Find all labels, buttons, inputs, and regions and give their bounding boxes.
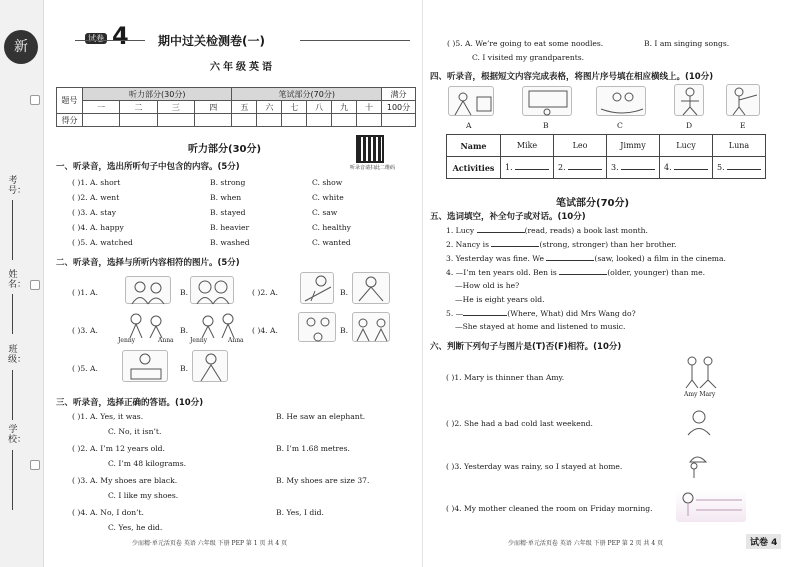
exam-subtitle: 六年级英语 bbox=[210, 62, 275, 73]
s6-picture-1 bbox=[680, 354, 720, 390]
s4-label: E bbox=[740, 121, 746, 130]
score-col: 六 bbox=[257, 101, 282, 114]
score-cell[interactable] bbox=[120, 114, 157, 127]
score-col: 九 bbox=[332, 101, 357, 114]
s2-label-b: B. bbox=[340, 326, 348, 335]
score-col: 四 bbox=[195, 101, 232, 114]
score-cell[interactable] bbox=[282, 114, 307, 127]
score-header-listening: 听力部分(30分) bbox=[83, 88, 232, 101]
score-total-value: 100分 bbox=[382, 101, 416, 114]
s3-item-b: B. I’m 1.68 metres. bbox=[276, 444, 350, 453]
s1-item-b: B. heavier bbox=[210, 223, 250, 232]
qr-caption: 听录音请扫此二维码 bbox=[350, 165, 396, 171]
s3-q5-c: C. I visited my grandparents. bbox=[472, 53, 585, 62]
section6-title: 六、判断下列句子与图片是(T)否(F)相符。(10分) bbox=[430, 342, 622, 352]
jenny-label: Jenny bbox=[118, 337, 136, 344]
s1-item-b: B. strong bbox=[210, 178, 246, 187]
exam-number-label: 考号： bbox=[8, 176, 27, 196]
s2-q3: ( )3. A. bbox=[72, 326, 98, 335]
table-name-cell: Jimmy bbox=[607, 135, 660, 157]
binding-strip bbox=[0, 0, 44, 567]
s2-q5-picture-a bbox=[122, 350, 168, 382]
s4-picture-b bbox=[522, 86, 572, 116]
exam-number-line bbox=[12, 200, 13, 260]
s5-line4-c: —How old is he? bbox=[455, 281, 520, 290]
amy-mary-label: Amy Mary bbox=[684, 391, 716, 398]
s3-item-a: ( )2. A. I’m 12 years old. bbox=[72, 444, 165, 453]
s1-item-b: B. stayed bbox=[210, 208, 246, 217]
s5-blank[interactable] bbox=[463, 315, 507, 316]
student-name-line bbox=[12, 294, 13, 334]
score-col: 十 bbox=[356, 101, 381, 114]
s5-blank[interactable] bbox=[546, 260, 594, 261]
s2-q4-picture-a bbox=[298, 312, 336, 342]
binding-hole bbox=[30, 460, 40, 470]
s5-line2: 2. Nancy is (strong, stronger) than her brother. bbox=[446, 240, 677, 249]
s3-item-a: ( )3. A. My shoes are black. bbox=[72, 476, 178, 485]
s1-item-b: B. washed bbox=[210, 238, 250, 247]
s3-item-c: C. No, it isn’t. bbox=[108, 427, 162, 436]
s1-item-a: ( )5. A. watched bbox=[72, 238, 133, 247]
s4-picture-d bbox=[674, 84, 704, 116]
s4-label: A bbox=[466, 121, 472, 130]
s2-q5-picture-b bbox=[192, 350, 228, 382]
s2-q3-picture-b bbox=[190, 312, 246, 338]
s4-label: C bbox=[617, 121, 623, 130]
left-footer: 少而精·单元活页卷 英语 六年级 下册 PEP 第 1 页 共 4 页 bbox=[132, 540, 288, 547]
s1-item-a: ( )4. A. happy bbox=[72, 223, 124, 232]
s3-item-a: ( )4. A. No, I don’t. bbox=[72, 508, 144, 517]
s3-q5-b: B. I am singing songs. bbox=[644, 39, 730, 48]
page-divider bbox=[422, 0, 423, 567]
score-header-tihao: 题号 bbox=[57, 88, 83, 114]
school-label: 学校： bbox=[8, 425, 27, 445]
score-col: 二 bbox=[120, 101, 157, 114]
activity-answer[interactable]: 2. bbox=[554, 157, 607, 179]
s6-picture-2 bbox=[682, 408, 716, 436]
publisher-logo bbox=[4, 30, 38, 64]
section5-title: 五、选词填空，补全句子或对话。(10分) bbox=[430, 212, 586, 222]
class-label: 班级： bbox=[8, 345, 27, 365]
s2-q2-picture-a bbox=[300, 272, 334, 304]
s5-blank[interactable] bbox=[491, 246, 539, 247]
anna-label: Anna bbox=[228, 337, 244, 344]
score-header-total: 满分 bbox=[382, 88, 416, 101]
table-name-cell: Leo bbox=[554, 135, 607, 157]
s5-line5-c: —She stayed at home and listened to music. bbox=[455, 322, 626, 331]
s6-item4: ( )4. My mother cleaned the room on Friday morning. bbox=[446, 504, 653, 513]
s5-line4-d: —He is eight years old. bbox=[455, 295, 545, 304]
score-col: 三 bbox=[157, 101, 194, 114]
s1-item-c: C. wanted bbox=[312, 238, 351, 247]
s3-item-a: ( )1. A. Yes, it was. bbox=[72, 412, 144, 421]
s2-label-b: B. bbox=[180, 326, 188, 335]
student-name-label: 姓名： bbox=[8, 270, 27, 290]
exam-badge bbox=[85, 33, 107, 44]
listening-section-title: 听力部分(30分) bbox=[188, 144, 262, 155]
jenny-label: Jenny bbox=[190, 337, 208, 344]
badge-label: 试卷 bbox=[85, 33, 107, 44]
s2-q4-picture-b bbox=[352, 312, 390, 342]
table-name-header: Name bbox=[447, 135, 501, 157]
score-cell[interactable] bbox=[332, 114, 357, 127]
section1-title: 一、听录音，选出所听句子中包含的内容。(5分) bbox=[56, 162, 240, 172]
s3-q5-a: ( )5. A. We’re going to eat some noodles. bbox=[447, 39, 604, 48]
right-footer: 少而精·单元活页卷 英语 六年级 下册 PEP 第 2 页 共 4 页 bbox=[508, 540, 664, 547]
s2-label-b: B. bbox=[340, 288, 348, 297]
score-table bbox=[56, 87, 416, 127]
s3-item-c: C. I’m 48 kilograms. bbox=[108, 459, 187, 468]
score-cell[interactable] bbox=[382, 114, 416, 127]
logo-text: 新 bbox=[14, 39, 28, 55]
s4-label: D bbox=[686, 121, 693, 130]
table-name-cell: Luna bbox=[713, 135, 766, 157]
score-cell[interactable] bbox=[195, 114, 232, 127]
writing-section-title: 笔试部分(70分) bbox=[556, 198, 630, 209]
s2-q1: ( )1. A. bbox=[72, 288, 98, 297]
qr-code bbox=[356, 135, 384, 163]
s6-picture-4 bbox=[676, 490, 746, 522]
s5-line4: 4. —I’m ten years old. Ben is (older, younger) than me. bbox=[446, 268, 706, 277]
s2-q4: ( )4. A. bbox=[252, 326, 278, 335]
s2-label-b: B. bbox=[180, 288, 188, 297]
s3-item-b: B. Yes, I did. bbox=[276, 508, 324, 517]
s3-item-c: C. I like my shoes. bbox=[108, 491, 179, 500]
table-name-cell: Lucy bbox=[660, 135, 713, 157]
s1-item-c: C. saw bbox=[312, 208, 338, 217]
score-col: 七 bbox=[282, 101, 307, 114]
s1-item-a: ( )3. A. stay bbox=[72, 208, 117, 217]
title-rule-left bbox=[75, 40, 145, 41]
score-col: 五 bbox=[232, 101, 257, 114]
s1-item-a: ( )1. A. short bbox=[72, 178, 121, 187]
s2-q2: ( )2. A. bbox=[252, 288, 278, 297]
section2-title: 二、听录音，选择与所听内容相符的图片。(5分) bbox=[56, 258, 240, 268]
s6-item3: ( )3. Yesterday was rainy, so I stayed at home. bbox=[446, 462, 623, 471]
s4-picture-a bbox=[448, 86, 494, 116]
s4-picture-c bbox=[596, 86, 646, 116]
binding-hole bbox=[30, 95, 40, 105]
s1-item-b: B. when bbox=[210, 193, 242, 202]
s2-q1-picture-a bbox=[125, 276, 171, 304]
score-cell[interactable] bbox=[356, 114, 381, 127]
s5-blank[interactable] bbox=[559, 274, 607, 275]
activity-answer[interactable]: 1. bbox=[501, 157, 554, 179]
table-activities-header: Activities bbox=[447, 157, 501, 179]
s6-picture-3 bbox=[682, 450, 712, 482]
class-line bbox=[12, 370, 13, 420]
s1-item-c: C. show bbox=[312, 178, 343, 187]
activity-answer[interactable]: 5. bbox=[713, 157, 766, 179]
s2-label-b: B. bbox=[180, 364, 188, 373]
s4-label: B bbox=[543, 121, 549, 130]
section3-title: 三、听录音，选择正确的答语。(10分) bbox=[56, 398, 204, 408]
s3-item-c: C. Yes, he did. bbox=[108, 523, 163, 532]
activity-answer[interactable]: 3. bbox=[607, 157, 660, 179]
score-cell[interactable] bbox=[232, 114, 257, 127]
s5-blank[interactable] bbox=[477, 232, 525, 233]
exam-title: 期中过关检测卷(一) bbox=[158, 34, 265, 48]
score-cell[interactable] bbox=[83, 114, 120, 127]
activities-table bbox=[446, 134, 766, 179]
s1-item-a: ( )2. A. went bbox=[72, 193, 120, 202]
score-cell[interactable] bbox=[257, 114, 282, 127]
page-corner-label: 试卷 4 bbox=[746, 534, 781, 549]
s3-item-b: B. My shoes are size 37. bbox=[276, 476, 370, 485]
score-header-writing: 笔试部分(70分) bbox=[232, 88, 382, 101]
s6-item2: ( )2. She had a bad cold last weekend. bbox=[446, 419, 593, 428]
activity-answer[interactable]: 4. bbox=[660, 157, 713, 179]
title-rule-right bbox=[300, 40, 410, 41]
s3-item-b: B. He saw an elephant. bbox=[276, 412, 366, 421]
s5-line5: 5. — (Where, What) did Mrs Wang do? bbox=[446, 309, 636, 318]
s5-line1: 1. Lucy (read, reads) a book last month. bbox=[446, 226, 648, 235]
school-line bbox=[12, 450, 13, 510]
binding-hole bbox=[30, 280, 40, 290]
exam-number: 4 bbox=[112, 22, 129, 50]
s1-item-c: C. white bbox=[312, 193, 344, 202]
table-name-cell: Mike bbox=[501, 135, 554, 157]
s5-line3: 3. Yesterday was fine. We (saw, looked) a film in the cinema. bbox=[446, 254, 726, 263]
anna-label: Anna bbox=[158, 337, 174, 344]
s6-item1: ( )1. Mary is thinner than Amy. bbox=[446, 373, 565, 382]
score-cell[interactable] bbox=[157, 114, 194, 127]
section4-title: 四、听录音，根据短文内容完成表格，将图片序号填在相应横线上。(10分) bbox=[430, 72, 714, 82]
s2-q3-picture-a bbox=[118, 312, 174, 338]
s4-picture-e bbox=[726, 84, 760, 116]
s2-q5: ( )5. A. bbox=[72, 364, 98, 373]
s1-item-c: C. healthy bbox=[312, 223, 351, 232]
score-row-label: 得分 bbox=[57, 114, 83, 127]
score-col: 八 bbox=[307, 101, 332, 114]
score-cell[interactable] bbox=[307, 114, 332, 127]
s2-q1-picture-b bbox=[190, 276, 234, 304]
score-col: 一 bbox=[83, 101, 120, 114]
s2-q2-picture-b bbox=[352, 272, 390, 304]
